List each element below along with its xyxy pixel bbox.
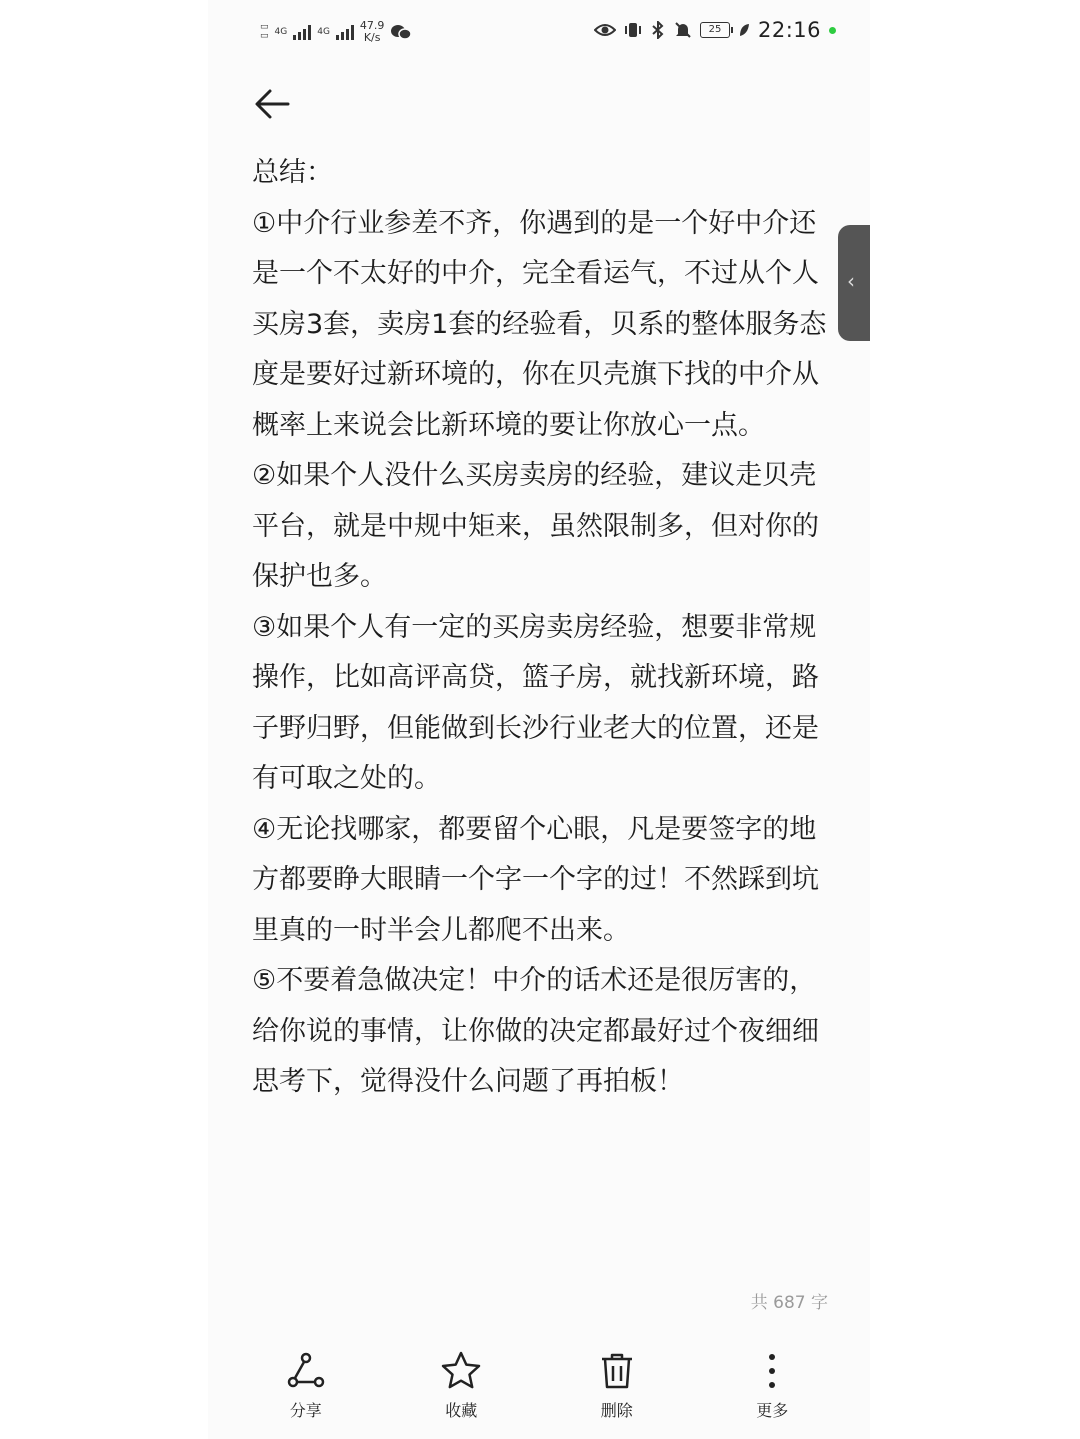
signal-icon xyxy=(293,24,311,40)
note-paragraph: 总结： xyxy=(252,157,333,188)
bottom-toolbar xyxy=(208,1350,870,1430)
delete-label: 删除 xyxy=(600,1401,633,1420)
back-arrow-icon[interactable] xyxy=(252,84,292,124)
note-paragraph: ⑤不要着急做决定！中介的话术还是很厉害的，给你说的事情，让你做的决定都最好过个夜细细思考下，觉得没什么问题了再拍板！ xyxy=(252,965,819,1097)
side-panel-handle[interactable] xyxy=(838,225,870,341)
leaf-icon xyxy=(738,22,750,38)
share-icon xyxy=(285,1350,327,1392)
battery-icon: 25 xyxy=(700,22,730,38)
delete-button[interactable] xyxy=(562,1350,672,1430)
chevron-left-icon: ‹ xyxy=(847,269,855,293)
note-paragraph: ①中介行业参差不齐，你遇到的是一个好中介还是一个不太好的中介，完全看运气，不过从个人买房3套，卖房1套的经验看，贝系的整体服务态度是要好过新环境的，你在贝壳旗下找的中介从概率上来说会比新环境的要让你放心一点。 xyxy=(252,207,827,441)
more-label: 更多 xyxy=(756,1401,789,1420)
word-count: 共 687 字 xyxy=(750,1293,828,1313)
status-bar xyxy=(208,18,870,54)
signal-icon-2 xyxy=(336,24,354,40)
wechat-icon xyxy=(390,23,412,41)
privacy-dot xyxy=(829,27,836,34)
note-paragraph: ③如果个人有一定的买房卖房经验，想要非常规操作，比如高评高贷，篮子房，就找新环境，路子野归野，但能做到长沙行业老大的位置，还是有可取之处的。 xyxy=(252,611,819,794)
sim-icon: ▭ ▭ xyxy=(260,22,269,41)
favorite-button[interactable] xyxy=(406,1350,516,1430)
note-paragraph: ④无论找哪家，都要留个心眼，凡是要签字的地方都要睁大眼睛一个字一个字的过！不然踩到坑里真的一时半会儿都爬不出来。 xyxy=(252,813,819,946)
network-speed: 47.9 K/s xyxy=(359,19,385,44)
eye-icon xyxy=(594,22,616,38)
star-icon xyxy=(440,1350,482,1392)
note-content[interactable] xyxy=(252,148,837,1108)
share-button[interactable] xyxy=(251,1350,361,1430)
bluetooth-icon xyxy=(650,21,666,39)
clock: 22:16 xyxy=(757,18,821,42)
share-label: 分享 xyxy=(289,1401,322,1420)
network-type-2: 4G xyxy=(317,26,330,37)
favorite-label: 收藏 xyxy=(445,1401,478,1420)
network-type-1: 4G xyxy=(274,26,288,37)
note-paragraph: ②如果个人没什么买房卖房的经验，建议走贝壳平台，就是中规中矩来，虽然限制多，但对你的保护也多。 xyxy=(252,460,819,592)
mute-bell-icon xyxy=(674,21,692,39)
more-button[interactable] xyxy=(717,1350,827,1430)
more-vertical-icon xyxy=(751,1350,793,1392)
vibrate-icon xyxy=(624,21,642,39)
trash-icon xyxy=(596,1350,638,1392)
phone-screen xyxy=(208,0,870,1439)
